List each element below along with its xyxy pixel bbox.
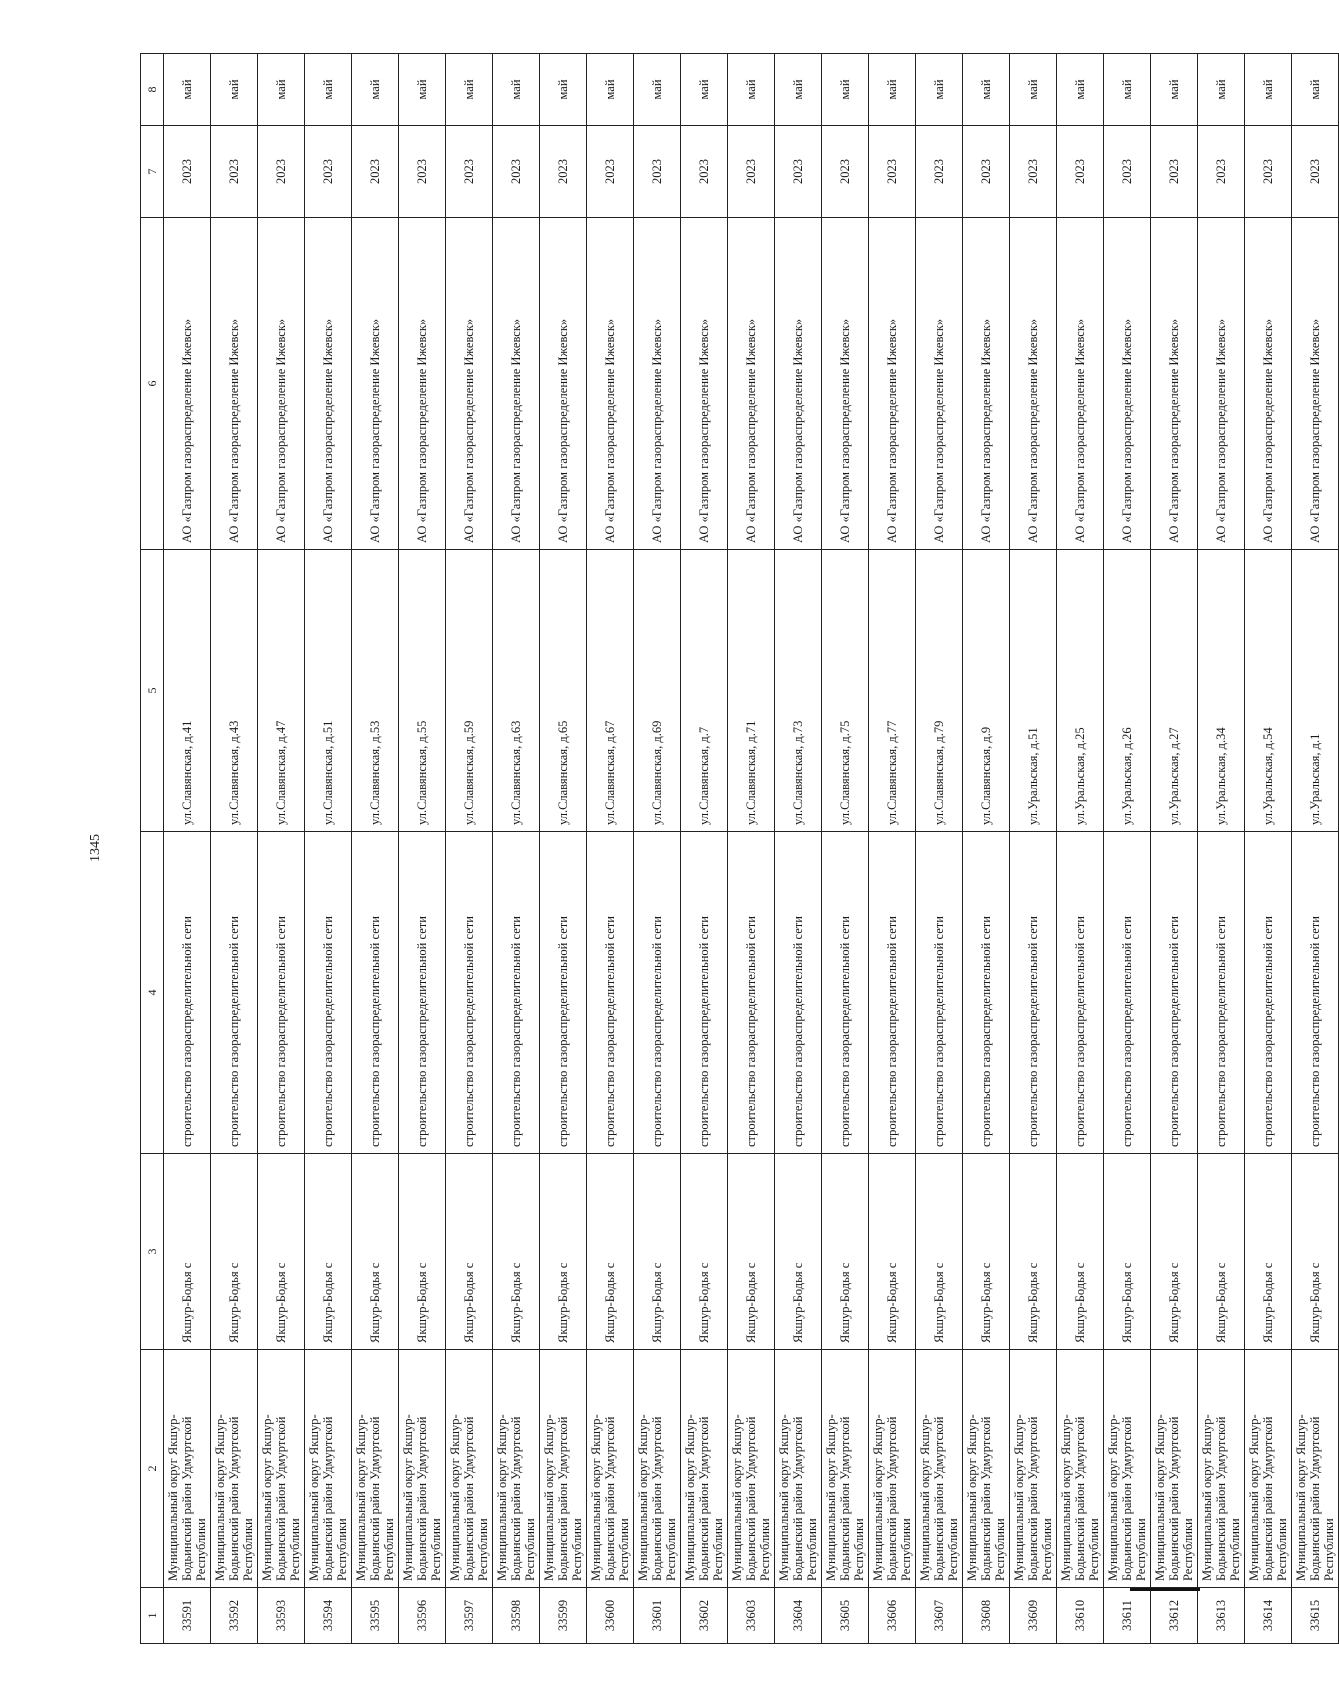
cell-year: 2023 <box>211 126 258 218</box>
cell-address: ул.Славянская, д.53 <box>352 550 399 832</box>
table-row <box>399 54 446 1644</box>
cell-organization: АО «Газпром газораспределение Ижевск» <box>258 218 305 550</box>
cell-year: 2023 <box>775 126 822 218</box>
table-row <box>352 54 399 1644</box>
cell-municipality: Муниципальный округ Якшур-Бодьинский район Удмуртской Республики <box>963 1350 1010 1588</box>
cell-municipality: Муниципальный округ Якшур-Бодьинский район Удмуртской Республики <box>1151 1350 1198 1588</box>
table-row <box>1245 54 1292 1644</box>
cell-municipality: Муниципальный округ Якшур-Бодьинский район Удмуртской Республики <box>1010 1350 1057 1588</box>
cell-organization: АО «Газпром газораспределение Ижевск» <box>493 218 540 550</box>
cell-work-type: строительство газораспределительной сети <box>446 832 493 1154</box>
cell-address: ул.Славянская, д.59 <box>446 550 493 832</box>
cell-row-number: 33593 <box>258 1588 305 1644</box>
cell-work-type: строительство газораспределительной сети <box>1245 832 1292 1154</box>
table-row <box>1151 54 1198 1644</box>
cell-row-number: 33615 <box>1292 1588 1339 1644</box>
cell-work-type: строительство газораспределительной сети <box>305 832 352 1154</box>
cell-address: ул.Уральская, д.54 <box>1245 550 1292 832</box>
cell-year: 2023 <box>493 126 540 218</box>
cell-work-type: строительство газораспределительной сети <box>963 832 1010 1154</box>
cell-work-type: строительство газораспределительной сети <box>1104 832 1151 1154</box>
cell-organization: АО «Газпром газораспределение Ижевск» <box>1245 218 1292 550</box>
cell-organization: АО «Газпром газораспределение Ижевск» <box>399 218 446 550</box>
cell-row-number: 33607 <box>916 1588 963 1644</box>
cell-work-type: строительство газораспределительной сети <box>540 832 587 1154</box>
cell-year: 2023 <box>1245 126 1292 218</box>
cell-organization: АО «Газпром газораспределение Ижевск» <box>728 218 775 550</box>
cell-settlement: Якшур-Бодья с <box>681 1154 728 1350</box>
cell-row-number: 33596 <box>399 1588 446 1644</box>
cell-organization: АО «Газпром газораспределение Ижевск» <box>681 218 728 550</box>
cell-month: май <box>211 54 258 126</box>
cell-settlement: Якшур-Бодья с <box>164 1154 211 1350</box>
cell-organization: АО «Газпром газораспределение Ижевск» <box>587 218 634 550</box>
cell-year: 2023 <box>305 126 352 218</box>
cell-work-type: строительство газораспределительной сети <box>775 832 822 1154</box>
cell-municipality: Муниципальный округ Якшур-Бодьинский район Удмуртской Республики <box>775 1350 822 1588</box>
cell-address: ул.Славянская, д.71 <box>728 550 775 832</box>
cell-settlement: Якшур-Бодья с <box>869 1154 916 1350</box>
cell-municipality: Муниципальный округ Якшур-Бодьинский район Удмуртской Республики <box>634 1350 681 1588</box>
cell-municipality: Муниципальный округ Якшур-Бодьинский район Удмуртской Республики <box>1198 1350 1245 1588</box>
cell-organization: АО «Газпром газораспределение Ижевск» <box>1057 218 1104 550</box>
cell-settlement: Якшур-Бодья с <box>446 1154 493 1350</box>
cell-month: май <box>1010 54 1057 126</box>
bottom-rule <box>1130 1588 1200 1591</box>
table-row <box>728 54 775 1644</box>
cell-work-type: строительство газораспределительной сети <box>681 832 728 1154</box>
cell-work-type: строительство газораспределительной сети <box>822 832 869 1154</box>
cell-municipality: Муниципальный округ Якшур-Бодьинский район Удмуртской Республики <box>916 1350 963 1588</box>
table-row <box>305 54 352 1644</box>
table-row <box>634 54 681 1644</box>
cell-row-number: 33604 <box>775 1588 822 1644</box>
cell-work-type: строительство газораспределительной сети <box>587 832 634 1154</box>
cell-year: 2023 <box>1010 126 1057 218</box>
table-row <box>1292 54 1339 1644</box>
table-container <box>140 54 1336 1644</box>
cell-municipality: Муниципальный округ Якшур-Бодьинский район Удмуртской Республики <box>493 1350 540 1588</box>
cell-year: 2023 <box>916 126 963 218</box>
cell-row-number: 33611 <box>1104 1588 1151 1644</box>
cell-month: май <box>258 54 305 126</box>
cell-municipality: Муниципальный округ Якшур-Бодьинский район Удмуртской Республики <box>1292 1350 1339 1588</box>
cell-address: ул.Уральская, д.25 <box>1057 550 1104 832</box>
cell-organization: АО «Газпром газораспределение Ижевск» <box>446 218 493 550</box>
cell-row-number: 33612 <box>1151 1588 1198 1644</box>
cell-month: май <box>540 54 587 126</box>
cell-address: ул.Славянская, д.47 <box>258 550 305 832</box>
cell-municipality: Муниципальный округ Якшур-Бодьинский район Удмуртской Республики <box>211 1350 258 1588</box>
header-cell-3: 3 <box>141 1154 164 1350</box>
cell-address: ул.Славянская, д.73 <box>775 550 822 832</box>
cell-row-number: 33603 <box>728 1588 775 1644</box>
table-row <box>446 54 493 1644</box>
gasification-table <box>140 53 1339 1644</box>
cell-organization: АО «Газпром газораспределение Ижевск» <box>164 218 211 550</box>
table-row <box>493 54 540 1644</box>
table-row <box>963 54 1010 1644</box>
cell-settlement: Якшур-Бодья с <box>963 1154 1010 1350</box>
cell-work-type: строительство газораспределительной сети <box>1010 832 1057 1154</box>
cell-address: ул.Уральская, д.27 <box>1151 550 1198 832</box>
cell-address: ул.Славянская, д.69 <box>634 550 681 832</box>
cell-organization: АО «Газпром газораспределение Ижевск» <box>540 218 587 550</box>
header-cell-8: 8 <box>141 54 164 126</box>
table-row <box>1198 54 1245 1644</box>
cell-settlement: Якшур-Бодья с <box>1245 1154 1292 1350</box>
cell-organization: АО «Газпром газораспределение Ижевск» <box>1292 218 1339 550</box>
cell-year: 2023 <box>587 126 634 218</box>
cell-work-type: строительство газораспределительной сети <box>399 832 446 1154</box>
cell-address: ул.Славянская, д.75 <box>822 550 869 832</box>
cell-settlement: Якшур-Бодья с <box>258 1154 305 1350</box>
cell-year: 2023 <box>446 126 493 218</box>
cell-organization: АО «Газпром газораспределение Ижевск» <box>822 218 869 550</box>
table-row <box>916 54 963 1644</box>
cell-settlement: Якшур-Бодья с <box>822 1154 869 1350</box>
cell-municipality: Муниципальный округ Якшур-Бодьинский район Удмуртской Республики <box>352 1350 399 1588</box>
cell-month: май <box>775 54 822 126</box>
cell-work-type: строительство газораспределительной сети <box>164 832 211 1154</box>
cell-settlement: Якшур-Бодья с <box>399 1154 446 1350</box>
cell-settlement: Якшур-Бодья с <box>1104 1154 1151 1350</box>
cell-address: ул.Уральская, д.1 <box>1292 550 1339 832</box>
cell-row-number: 33598 <box>493 1588 540 1644</box>
cell-municipality: Муниципальный округ Якшур-Бодьинский район Удмуртской Республики <box>540 1350 587 1588</box>
cell-year: 2023 <box>164 126 211 218</box>
cell-month: май <box>164 54 211 126</box>
cell-settlement: Якшур-Бодья с <box>775 1154 822 1350</box>
cell-settlement: Якшур-Бодья с <box>1292 1154 1339 1350</box>
cell-municipality: Муниципальный округ Якшур-Бодьинский район Удмуртской Республики <box>1104 1350 1151 1588</box>
cell-organization: АО «Газпром газораспределение Ижевск» <box>305 218 352 550</box>
header-cell-5: 5 <box>141 550 164 832</box>
header-cell-6: 6 <box>141 218 164 550</box>
cell-month: май <box>728 54 775 126</box>
cell-row-number: 33605 <box>822 1588 869 1644</box>
cell-settlement: Якшур-Бодья с <box>916 1154 963 1350</box>
cell-year: 2023 <box>399 126 446 218</box>
cell-municipality: Муниципальный округ Якшур-Бодьинский район Удмуртской Республики <box>822 1350 869 1588</box>
cell-address: ул.Славянская, д.55 <box>399 550 446 832</box>
cell-address: ул.Славянская, д.7 <box>681 550 728 832</box>
cell-settlement: Якшур-Бодья с <box>1010 1154 1057 1350</box>
cell-address: ул.Славянская, д.41 <box>164 550 211 832</box>
cell-organization: АО «Газпром газораспределение Ижевск» <box>1010 218 1057 550</box>
cell-address: ул.Уральская, д.26 <box>1104 550 1151 832</box>
header-cell-4: 4 <box>141 832 164 1154</box>
cell-year: 2023 <box>963 126 1010 218</box>
table-row <box>540 54 587 1644</box>
cell-settlement: Якшур-Бодья с <box>634 1154 681 1350</box>
cell-municipality: Муниципальный округ Якшур-Бодьинский район Удмуртской Республики <box>164 1350 211 1588</box>
cell-row-number: 33609 <box>1010 1588 1057 1644</box>
cell-organization: АО «Газпром газораспределение Ижевск» <box>963 218 1010 550</box>
cell-row-number: 33601 <box>634 1588 681 1644</box>
cell-address: ул.Славянская, д.67 <box>587 550 634 832</box>
cell-row-number: 33594 <box>305 1588 352 1644</box>
cell-organization: АО «Газпром газораспределение Ижевск» <box>211 218 258 550</box>
cell-month: май <box>963 54 1010 126</box>
cell-year: 2023 <box>634 126 681 218</box>
header-cell-7: 7 <box>141 126 164 218</box>
cell-month: май <box>1104 54 1151 126</box>
table-row <box>775 54 822 1644</box>
cell-work-type: строительство газораспределительной сети <box>1057 832 1104 1154</box>
cell-work-type: строительство газораспределительной сети <box>211 832 258 1154</box>
cell-month: май <box>446 54 493 126</box>
cell-row-number: 33602 <box>681 1588 728 1644</box>
cell-month: май <box>1057 54 1104 126</box>
table-row <box>1057 54 1104 1644</box>
cell-settlement: Якшур-Бодья с <box>493 1154 540 1350</box>
cell-settlement: Якшур-Бодья с <box>211 1154 258 1350</box>
cell-year: 2023 <box>540 126 587 218</box>
cell-organization: АО «Газпром газораспределение Ижевск» <box>775 218 822 550</box>
cell-address: ул.Славянская, д.77 <box>869 550 916 832</box>
cell-month: май <box>822 54 869 126</box>
table-row <box>211 54 258 1644</box>
cell-work-type: строительство газораспределительной сети <box>916 832 963 1154</box>
cell-municipality: Муниципальный округ Якшур-Бодьинский район Удмуртской Республики <box>446 1350 493 1588</box>
cell-settlement: Якшур-Бодья с <box>587 1154 634 1350</box>
cell-work-type: строительство газораспределительной сети <box>728 832 775 1154</box>
cell-month: май <box>1292 54 1339 126</box>
cell-year: 2023 <box>822 126 869 218</box>
header-row <box>141 54 164 1644</box>
cell-municipality: Муниципальный округ Якшур-Бодьинский район Удмуртской Республики <box>869 1350 916 1588</box>
cell-year: 2023 <box>352 126 399 218</box>
cell-year: 2023 <box>1292 126 1339 218</box>
cell-row-number: 33595 <box>352 1588 399 1644</box>
cell-organization: АО «Газпром газораспределение Ижевск» <box>916 218 963 550</box>
table-row <box>822 54 869 1644</box>
header-cell-2: 2 <box>141 1350 164 1588</box>
cell-work-type: строительство газораспределительной сети <box>258 832 305 1154</box>
cell-work-type: строительство газораспределительной сети <box>1198 832 1245 1154</box>
cell-organization: АО «Газпром газораспределение Ижевск» <box>1198 218 1245 550</box>
cell-month: май <box>869 54 916 126</box>
cell-year: 2023 <box>1057 126 1104 218</box>
cell-address: ул.Славянская, д.63 <box>493 550 540 832</box>
table-row <box>1104 54 1151 1644</box>
cell-municipality: Муниципальный округ Якшур-Бодьинский район Удмуртской Республики <box>305 1350 352 1588</box>
table-row <box>869 54 916 1644</box>
cell-work-type: строительство газораспределительной сети <box>352 832 399 1154</box>
cell-month: май <box>1151 54 1198 126</box>
table-row <box>1010 54 1057 1644</box>
cell-address: ул.Славянская, д.43 <box>211 550 258 832</box>
cell-address: ул.Славянская, д.51 <box>305 550 352 832</box>
cell-row-number: 33599 <box>540 1588 587 1644</box>
cell-address: ул.Славянская, д.65 <box>540 550 587 832</box>
cell-work-type: строительство газораспределительной сети <box>634 832 681 1154</box>
cell-month: май <box>305 54 352 126</box>
cell-settlement: Якшур-Бодья с <box>305 1154 352 1350</box>
cell-row-number: 33614 <box>1245 1588 1292 1644</box>
cell-address: ул.Славянская, д.9 <box>963 550 1010 832</box>
cell-month: май <box>587 54 634 126</box>
cell-month: май <box>352 54 399 126</box>
cell-year: 2023 <box>681 126 728 218</box>
cell-year: 2023 <box>1151 126 1198 218</box>
page-number: 1345 <box>88 834 103 862</box>
table-row <box>258 54 305 1644</box>
cell-organization: АО «Газпром газораспределение Ижевск» <box>869 218 916 550</box>
cell-settlement: Якшур-Бодья с <box>1151 1154 1198 1350</box>
cell-work-type: строительство газораспределительной сети <box>1292 832 1339 1154</box>
cell-municipality: Муниципальный округ Якшур-Бодьинский район Удмуртской Республики <box>1057 1350 1104 1588</box>
cell-row-number: 33597 <box>446 1588 493 1644</box>
cell-address: ул.Уральская, д.34 <box>1198 550 1245 832</box>
cell-organization: АО «Газпром газораспределение Ижевск» <box>634 218 681 550</box>
cell-row-number: 33613 <box>1198 1588 1245 1644</box>
cell-row-number: 33610 <box>1057 1588 1104 1644</box>
cell-organization: АО «Газпром газораспределение Ижевск» <box>352 218 399 550</box>
cell-municipality: Муниципальный округ Якшур-Бодьинский район Удмуртской Республики <box>587 1350 634 1588</box>
cell-year: 2023 <box>1104 126 1151 218</box>
cell-year: 2023 <box>728 126 775 218</box>
cell-month: май <box>399 54 446 126</box>
header-cell-1: 1 <box>141 1588 164 1644</box>
cell-month: май <box>493 54 540 126</box>
cell-row-number: 33591 <box>164 1588 211 1644</box>
cell-work-type: строительство газораспределительной сети <box>493 832 540 1154</box>
cell-settlement: Якшур-Бодья с <box>1198 1154 1245 1350</box>
cell-row-number: 33606 <box>869 1588 916 1644</box>
cell-municipality: Муниципальный округ Якшур-Бодьинский район Удмуртской Республики <box>399 1350 446 1588</box>
cell-month: май <box>681 54 728 126</box>
cell-municipality: Муниципальный округ Якшур-Бодьинский район Удмуртской Республики <box>258 1350 305 1588</box>
cell-month: май <box>1198 54 1245 126</box>
cell-work-type: строительство газораспределительной сети <box>1151 832 1198 1154</box>
cell-year: 2023 <box>258 126 305 218</box>
cell-organization: АО «Газпром газораспределение Ижевск» <box>1151 218 1198 550</box>
cell-month: май <box>1245 54 1292 126</box>
table-row <box>681 54 728 1644</box>
table-body <box>164 54 1339 1644</box>
cell-settlement: Якшур-Бодья с <box>728 1154 775 1350</box>
cell-settlement: Якшур-Бодья с <box>1057 1154 1104 1350</box>
cell-address: ул.Уральская, д.51 <box>1010 550 1057 832</box>
cell-row-number: 33608 <box>963 1588 1010 1644</box>
cell-municipality: Муниципальный округ Якшур-Бодьинский район Удмуртской Республики <box>728 1350 775 1588</box>
cell-settlement: Якшур-Бодья с <box>540 1154 587 1350</box>
cell-organization: АО «Газпром газораспределение Ижевск» <box>1104 218 1151 550</box>
table-row <box>587 54 634 1644</box>
cell-month: май <box>916 54 963 126</box>
cell-year: 2023 <box>1198 126 1245 218</box>
cell-municipality: Муниципальный округ Якшур-Бодьинский район Удмуртской Республики <box>1245 1350 1292 1588</box>
cell-municipality: Муниципальный округ Якшур-Бодьинский район Удмуртской Республики <box>681 1350 728 1588</box>
table-row <box>164 54 211 1644</box>
cell-row-number: 33592 <box>211 1588 258 1644</box>
cell-month: май <box>634 54 681 126</box>
cell-year: 2023 <box>869 126 916 218</box>
cell-settlement: Якшур-Бодья с <box>352 1154 399 1350</box>
cell-work-type: строительство газораспределительной сети <box>869 832 916 1154</box>
cell-address: ул.Славянская, д.79 <box>916 550 963 832</box>
cell-row-number: 33600 <box>587 1588 634 1644</box>
